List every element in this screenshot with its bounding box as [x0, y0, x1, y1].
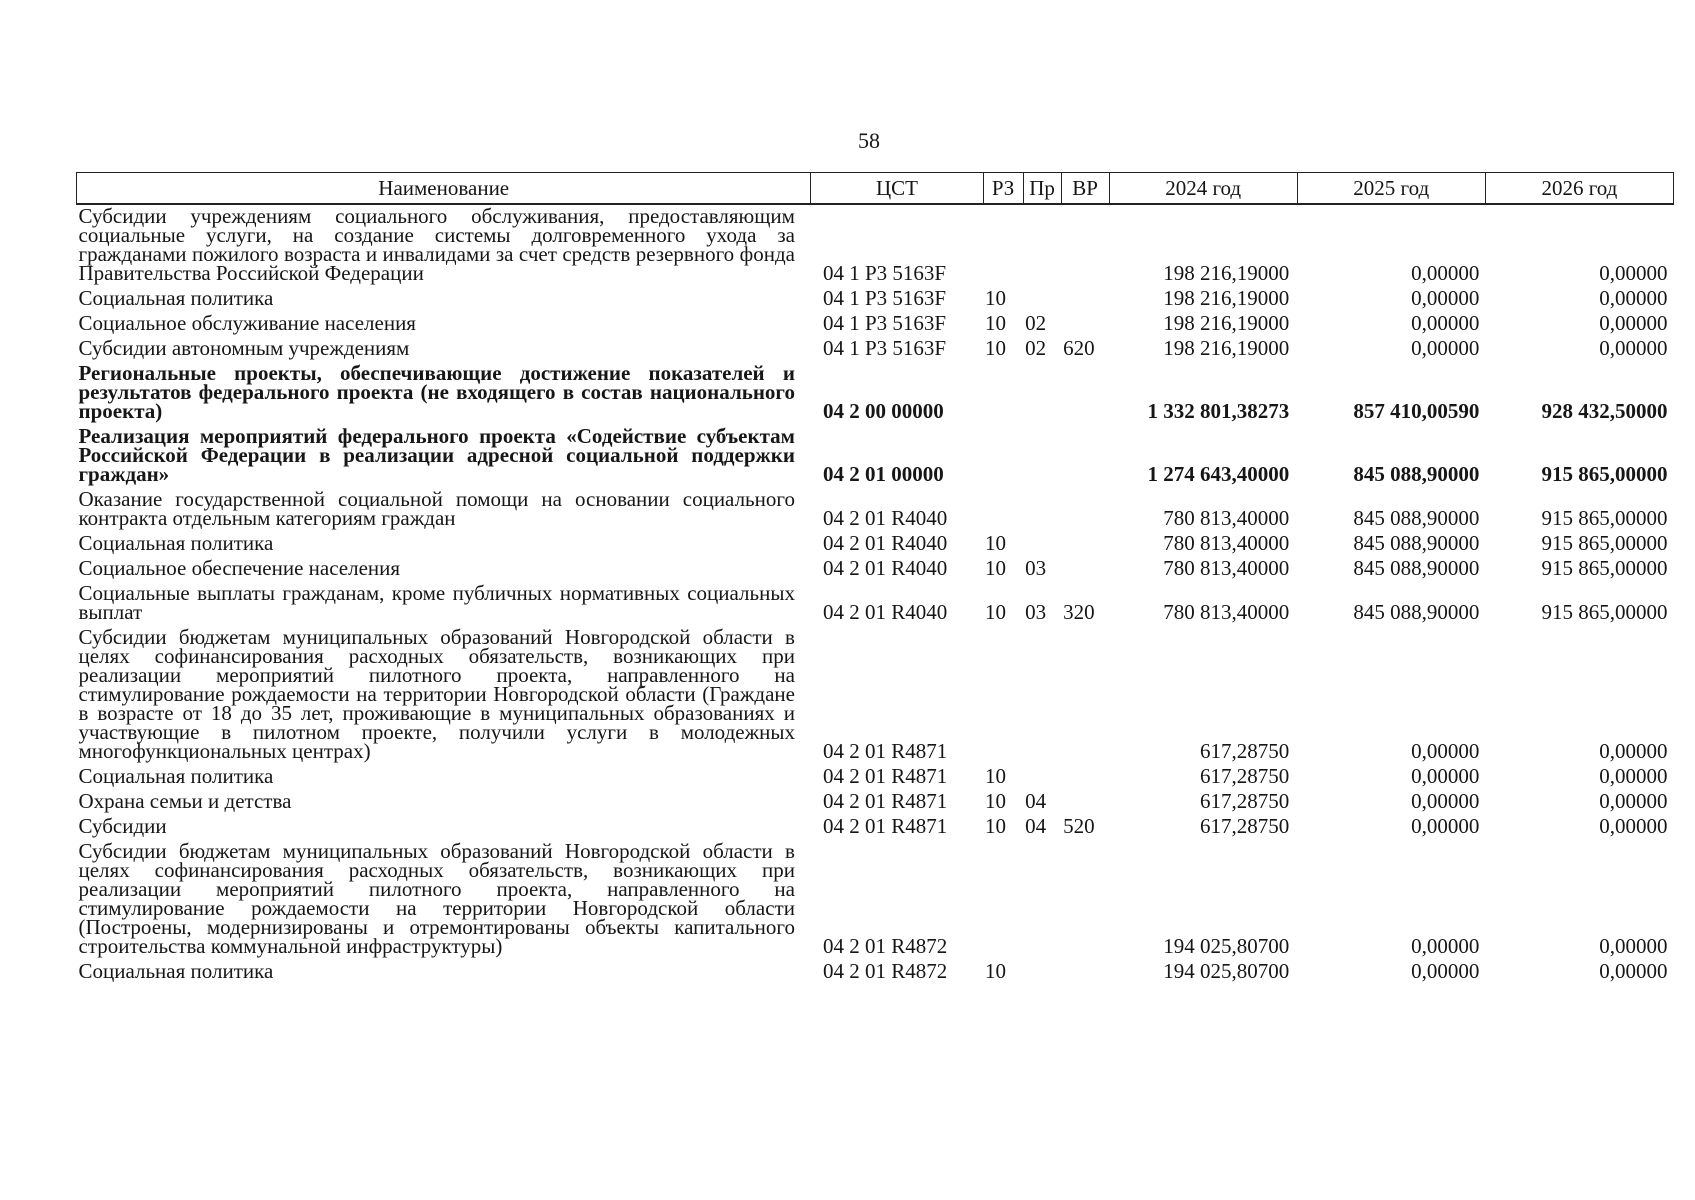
row-pr — [1023, 840, 1061, 960]
row-pr: 02 — [1025, 336, 1047, 360]
header-2026: 2026 год — [1485, 173, 1673, 205]
row-cst: 04 2 01 00000 — [822, 462, 944, 486]
row-vr — [1061, 532, 1109, 557]
table-body — [77, 204, 1674, 985]
row-2026: 0,00000 — [1599, 814, 1668, 838]
table-row — [77, 790, 1674, 815]
table-row — [77, 337, 1674, 362]
row-2026: 915 865,00000 — [1541, 556, 1668, 580]
row-vr — [1061, 488, 1109, 532]
header-cst: ЦСТ — [811, 173, 983, 205]
row-2026: 0,00000 — [1599, 959, 1668, 983]
row-2026: 0,00000 — [1599, 934, 1668, 958]
row-name: Социальное обслуживание населения — [78, 311, 416, 335]
row-2026: 0,00000 — [1599, 261, 1668, 285]
row-2025: 0,00000 — [1411, 261, 1480, 285]
table-row — [77, 582, 1674, 626]
row-2024: 617,28750 — [1199, 764, 1290, 788]
row-2025: 845 088,90000 — [1353, 600, 1480, 624]
row-cst: 04 1 Р3 5163F — [822, 311, 947, 335]
row-vr — [1061, 790, 1109, 815]
row-2024: 198 216,19000 — [1163, 311, 1290, 335]
table-row — [77, 287, 1674, 312]
row-name: Социальная политика — [78, 764, 274, 788]
row-cst: 04 2 01 R4872 — [822, 934, 948, 958]
row-2024: 198 216,19000 — [1163, 261, 1290, 285]
row-name: Социальная политика — [78, 959, 274, 983]
row-2025: 845 088,90000 — [1353, 556, 1480, 580]
row-name: Охрана семьи и детства — [78, 789, 292, 813]
row-2024: 780 813,40000 — [1163, 531, 1290, 555]
row-2024: 198 216,19000 — [1163, 286, 1290, 310]
row-rz: 10 — [985, 531, 1007, 555]
row-vr — [1061, 840, 1109, 960]
row-rz: 10 — [985, 336, 1007, 360]
row-2025: 857 410,00590 — [1353, 399, 1480, 423]
row-vr — [1061, 312, 1109, 337]
table-row-bold — [77, 425, 1674, 488]
row-2026: 0,00000 — [1599, 789, 1668, 813]
header-rz: РЗ — [983, 173, 1023, 205]
row-pr — [1023, 488, 1061, 532]
row-rz — [983, 204, 1023, 287]
row-name: Оказание государственной социальной помощи на основании социального контракта отдельным категориям граждан — [78, 487, 795, 530]
row-pr: 02 — [1025, 311, 1047, 335]
row-pr: 03 — [1025, 600, 1047, 624]
row-pr — [1023, 425, 1061, 488]
table-row — [77, 488, 1674, 532]
row-2026: 0,00000 — [1599, 739, 1668, 763]
row-vr — [1061, 287, 1109, 312]
row-2025: 0,00000 — [1411, 764, 1480, 788]
row-2026: 0,00000 — [1599, 764, 1668, 788]
row-vr — [1061, 765, 1109, 790]
table-row — [77, 840, 1674, 960]
header-pr: Пр — [1023, 173, 1061, 205]
row-2024: 617,28750 — [1199, 739, 1290, 763]
budget-table — [76, 172, 1674, 985]
row-name: Субсидии автономным учреждениям — [78, 336, 410, 360]
row-cst: 04 2 01 R4871 — [822, 764, 948, 788]
row-2025: 0,00000 — [1411, 934, 1480, 958]
row-cst: 04 2 01 R4040 — [822, 506, 948, 530]
row-2026: 915 865,00000 — [1541, 600, 1668, 624]
row-2025: 0,00000 — [1411, 739, 1480, 763]
table-header — [77, 173, 1674, 205]
row-2026: 928 432,50000 — [1541, 399, 1668, 423]
row-2024: 617,28750 — [1199, 789, 1290, 813]
row-rz: 10 — [985, 814, 1007, 838]
row-cst: 04 2 01 R4040 — [822, 600, 948, 624]
row-vr: 620 — [1063, 336, 1095, 360]
row-2025: 0,00000 — [1411, 336, 1480, 360]
row-2024: 194 025,80700 — [1163, 934, 1290, 958]
row-rz — [983, 362, 1023, 425]
page-number: 58 — [858, 128, 880, 153]
row-2025: 845 088,90000 — [1353, 462, 1480, 486]
row-name: Социальная политика — [78, 531, 274, 555]
row-rz — [983, 425, 1023, 488]
row-name: Субсидии бюджетам муниципальных образований Новгородской области в целях софинансирования расходных обязательств, возникающих при реализации мероприятий пилотного проекта, направленного на стимулирование рождаемости на территории Новгородской области (Граждане в возрасте от 18 до 35 лет, проживающие в муниципальных образованиях и участвующие в пилотном проекте, получили услуги в молодежных многофункциональных центрах) — [78, 625, 795, 763]
row-2025: 0,00000 — [1411, 311, 1480, 335]
row-name: Субсидии учреждениям социального обслуживания, предоставляющим социальные услуги, на создание системы долговременного ухода за гражданами пожилого возраста и инвалидами за счет средств резервного фонда Правительства Российской Федерации — [78, 204, 795, 285]
row-2025: 845 088,90000 — [1353, 531, 1480, 555]
row-name: Субсидии — [78, 814, 167, 838]
row-rz: 10 — [985, 556, 1007, 580]
table-row-bold — [77, 362, 1674, 425]
row-cst: 04 2 01 R4040 — [822, 531, 948, 555]
row-rz: 10 — [985, 959, 1007, 983]
row-2024: 780 813,40000 — [1163, 600, 1290, 624]
row-name: Социальное обеспечение населения — [78, 556, 401, 580]
row-2025: 0,00000 — [1411, 789, 1480, 813]
row-pr — [1023, 204, 1061, 287]
row-rz: 10 — [985, 789, 1007, 813]
row-cst: 04 2 00 00000 — [822, 399, 944, 423]
row-pr: 04 — [1025, 789, 1047, 813]
table-row — [77, 557, 1674, 582]
row-pr: 03 — [1025, 556, 1047, 580]
table-row — [77, 626, 1674, 765]
row-2024: 1 274 643,40000 — [1147, 462, 1290, 486]
row-2026: 915 865,00000 — [1541, 531, 1668, 555]
header-vr: ВР — [1061, 173, 1109, 205]
row-2024: 780 813,40000 — [1163, 556, 1290, 580]
row-cst: 04 1 Р3 5163F — [822, 261, 947, 285]
row-2026: 915 865,00000 — [1541, 506, 1668, 530]
row-cst: 04 2 01 R4872 — [822, 959, 948, 983]
row-cst: 04 2 01 R4871 — [822, 814, 948, 838]
row-cst: 04 2 01 R4871 — [822, 739, 948, 763]
table-row — [77, 532, 1674, 557]
row-name: Субсидии бюджетам муниципальных образований Новгородской области в целях софинансирования расходных обязательств, возникающих при реализации мероприятий пилотного проекта, направленного на стимулирование рождаемости на территории Новгородской области (Построены, модернизированы и отремонтированы объекты капитального строительства коммунальной инфраструктуры) — [78, 839, 795, 958]
table-row — [77, 960, 1674, 985]
header-2025: 2025 год — [1297, 173, 1485, 205]
row-name: Реализация мероприятий федерального проекта «Содействие субъектам Российской Федерации в реализации адресной социальной поддержки граждан» — [78, 424, 795, 486]
row-2026: 915 865,00000 — [1541, 462, 1668, 486]
row-2026: 0,00000 — [1599, 311, 1668, 335]
row-vr — [1061, 557, 1109, 582]
row-2025: 0,00000 — [1411, 959, 1480, 983]
row-vr — [1061, 362, 1109, 425]
row-rz — [983, 488, 1023, 532]
row-pr — [1023, 626, 1061, 765]
row-rz: 10 — [985, 311, 1007, 335]
row-name: Социальная политика — [78, 286, 274, 310]
row-2025: 0,00000 — [1411, 814, 1480, 838]
row-2026: 0,00000 — [1599, 286, 1668, 310]
row-vr — [1061, 425, 1109, 488]
row-rz: 10 — [985, 764, 1007, 788]
row-pr — [1023, 532, 1061, 557]
row-2024: 194 025,80700 — [1163, 959, 1290, 983]
row-2025: 0,00000 — [1411, 286, 1480, 310]
table-row — [77, 204, 1674, 287]
row-pr — [1023, 287, 1061, 312]
row-pr: 04 — [1025, 814, 1047, 838]
row-cst: 04 2 01 R4040 — [822, 556, 948, 580]
row-cst: 04 1 Р3 5163F — [822, 336, 947, 360]
row-pr — [1023, 960, 1061, 985]
row-pr — [1023, 765, 1061, 790]
row-cst: 04 1 Р3 5163F — [822, 286, 947, 310]
table-row — [77, 765, 1674, 790]
row-vr — [1061, 626, 1109, 765]
row-vr: 320 — [1063, 600, 1095, 624]
header-name: Наименование — [77, 173, 811, 205]
row-2024: 617,28750 — [1199, 814, 1290, 838]
table-row — [77, 815, 1674, 840]
row-2024: 780 813,40000 — [1163, 506, 1290, 530]
row-vr — [1061, 204, 1109, 287]
header-2024: 2024 год — [1109, 173, 1297, 205]
row-2024: 1 332 801,38273 — [1147, 399, 1290, 423]
row-rz: 10 — [985, 600, 1007, 624]
row-vr: 520 — [1063, 814, 1095, 838]
row-rz: 10 — [985, 286, 1007, 310]
row-rz — [983, 626, 1023, 765]
row-name: Социальные выплаты гражданам, кроме публичных нормативных социальных выплат — [78, 581, 795, 624]
row-vr — [1061, 960, 1109, 985]
row-2026: 0,00000 — [1599, 336, 1668, 360]
row-name: Региональные проекты, обеспечивающие достижение показателей и результатов федерального проекта (не входящего в состав национального проекта) — [78, 361, 795, 423]
row-cst: 04 2 01 R4871 — [822, 789, 948, 813]
row-2025: 845 088,90000 — [1353, 506, 1480, 530]
row-pr — [1023, 362, 1061, 425]
row-2024: 198 216,19000 — [1163, 336, 1290, 360]
row-rz — [983, 840, 1023, 960]
table-row — [77, 312, 1674, 337]
